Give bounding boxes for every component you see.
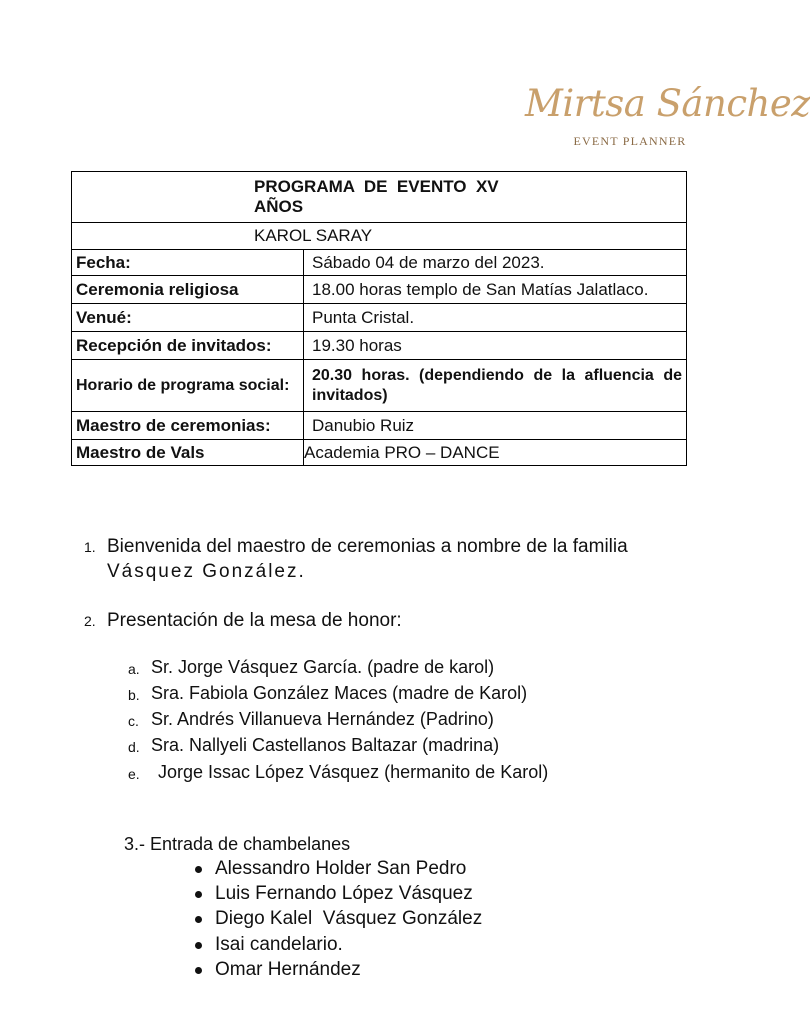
row-value: Sábado 04 de marzo del 2023. [304,250,687,276]
table-title-line1: PROGRAMA DE EVENTO XV [254,177,499,196]
row-value: 20.30 horas. (dependiendo de la afluencia de invitados) [304,360,687,412]
row-label: Ceremonia religiosa [72,276,304,304]
row-label: Maestro de ceremonias: [72,412,304,440]
table-row [72,250,687,276]
celebrant-name: KAROL SARAY [72,223,687,250]
bullet-icon [195,866,202,873]
bullet-icon [195,967,202,974]
item-welcome-line1: Bienvenida del maestro de ceremonias a nombre de la familia [107,536,628,557]
logo-script-name: Mirtsa Sánchez [525,82,810,125]
list-item: Sr. Andrés Villanueva Hernández (Padrino) [151,709,494,729]
row-label: Fecha: [72,250,304,276]
list-item: Sra. Fabiola González Maces (madre de Karol) [151,683,528,703]
item-honor-table: Presentación de la mesa de honor: [107,610,402,631]
row-value: 19.30 horas [304,332,687,360]
row-label: Horario de programa social: [72,360,304,412]
list-item: Alessandro Holder San Pedro [215,858,467,879]
list-letter: d. [128,739,140,755]
row-label: Recepción de invitados: [72,332,304,360]
row-value: 18.00 horas templo de San Matías Jalatlaco. [304,276,687,304]
list-item: Diego Kalel Vásquez González [215,908,483,929]
table-row [72,304,687,332]
list-item: Jorge Issac López Vásquez (hermanito de Karol) [158,762,549,782]
table-row [72,360,687,412]
list-letter: b. [128,687,140,703]
table-row [72,412,687,440]
logo-subtitle: EVENT PLANNER [573,134,687,148]
list-letter: a. [128,661,140,677]
table-row [72,440,687,466]
event-planner-logo [525,82,810,152]
bullet-icon [195,942,202,949]
row-label: Maestro de Vals [72,440,304,466]
item-welcome-line2: Vásquez González. [107,561,306,582]
item-number: 2. [84,613,96,629]
table-title-row [72,172,687,223]
bullet-icon [195,916,202,923]
list-item: Omar Hernández [215,959,361,980]
row-label: Venué: [72,304,304,332]
list-item: Luis Fernando López Vásquez [215,883,473,904]
table-title-line2: AÑOS [254,197,304,216]
row-value: Academia PRO – DANCE [304,440,687,466]
table-row [72,332,687,360]
event-program-table [71,171,687,466]
list-letter: c. [128,713,139,729]
item-chambelanes: 3.- Entrada de chambelanes [124,834,351,854]
row-value: Danubio Ruiz [304,412,687,440]
table-celebrant-row [72,223,687,250]
list-item: Sra. Nallyeli Castellanos Baltazar (madrina) [151,735,500,755]
bullet-icon [195,891,202,898]
list-item: Isai candelario. [215,934,343,955]
list-letter: e. [128,766,140,782]
table-row [72,276,687,304]
table-title-cell [72,172,687,223]
row-value: Punta Cristal. [304,304,687,332]
item-number: 1. [84,539,96,555]
list-item: Sr. Jorge Vásquez García. (padre de karol) [151,657,495,677]
